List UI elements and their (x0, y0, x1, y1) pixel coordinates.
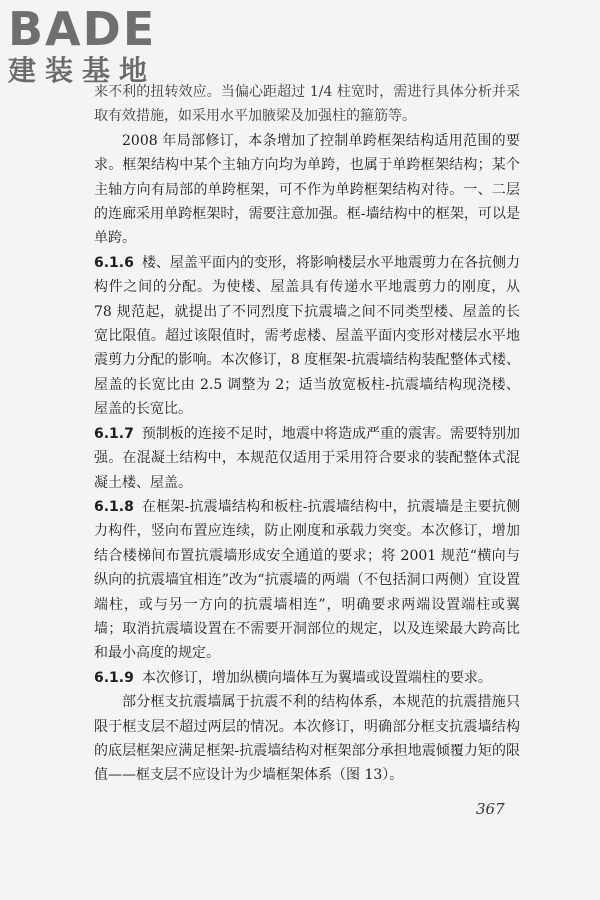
paragraph (94, 690, 520, 788)
page-number: 367 (476, 800, 505, 818)
section-6-1-9 (94, 666, 520, 690)
section-number: 6.1.6 (94, 254, 134, 271)
logo-wordmark: BADE (8, 2, 157, 56)
section-number: 6.1.9 (94, 669, 134, 686)
section-6-1-8 (94, 495, 520, 666)
paragraph-text: 预制板的连接不足时，地震中将造成严重的震害。需要特别加强。在混凝土结构中，本规范仅适用于采用符合要求的装配整体式混凝土楼、屋盖。 (94, 425, 520, 491)
section-6-1-7 (94, 422, 520, 495)
paragraph-text: 部分框支抗震墙属于抗震不利的结构体系，本规范的抗震措施只限于框支层不超过两层的情况。本次修订，明确部分框支抗震墙结构的底层框架应满足框架-抗震墙结构对框架部分承担地震倾覆力矩的限值——框支层不应设计为少墙框架体系（图 13）。 (94, 694, 520, 784)
paragraph-text: 楼、屋盖平面内的变形，将影响楼层水平地震剪力在各抗侧力构件之间的分配。为使楼、屋盖具有传递水平地震剪力的刚度，从 78 规范起，就提出了不同烈度下抗震墙之间不同类型楼、屋盖的长宽比限值。超过该限值时，需考虑楼、屋盖平面内变形对楼层水平地震剪力分配的影响。本次修订，8 度框架-抗震墙结构装配整体式楼、屋盖的长宽比由 2.5 调整为 2；适当放宽板柱-抗震墙结构现浇楼、屋盖的长宽比。 (94, 254, 520, 418)
brand-logo (8, 4, 188, 86)
paragraph-text: 来不利的扭转效应。当偏心距超过 1/4 柱宽时，需进行具体分析并采取有效措施，如采用水平加腋梁及加强柱的箍筋等。 (94, 84, 520, 125)
section-6-1-6 (94, 251, 520, 422)
paragraph-text: 本次修订，增加纵横向墙体互为翼墙或设置端柱的要求。 (141, 669, 492, 686)
logo-subtitle: 建装基地 (8, 54, 157, 87)
section-number: 6.1.8 (94, 498, 134, 515)
paragraph-text: 2008 年局部修订，本条增加了控制单跨框架结构适用范围的要求。框架结构中某个主轴方向均为单跨，也属于单跨框架结构；某个主轴方向有局部的单跨框架，可不作为单跨框架结构对待。一、二层的连廊采用单跨框架时，需要注意加强。框-墙结构中的框架，可以是单跨。 (94, 132, 520, 247)
section-number: 6.1.7 (94, 425, 134, 442)
paragraph-text: 在框架-抗震墙结构和板柱-抗震墙结构中，抗震墙是主要抗侧力构件，竖向布置应连续，防止刚度和承载力突变。本次修订，增加结合楼梯间布置抗震墙形成安全通道的要求；将 2001 规范“横向与纵向的抗震墙宜相连”改为“抗震墙的两端（不包括洞口两侧）宜设置端柱，或与另一方向的抗震墙相连”，明确要求两端设置端柱或翼墙；取消抗震墙设置在不需要开洞部位的规定，以及连梁最大跨高比和最小高度的规定。 (94, 498, 520, 662)
paragraph (94, 129, 520, 251)
document-body (94, 80, 520, 788)
paragraph-continuation (94, 80, 520, 129)
